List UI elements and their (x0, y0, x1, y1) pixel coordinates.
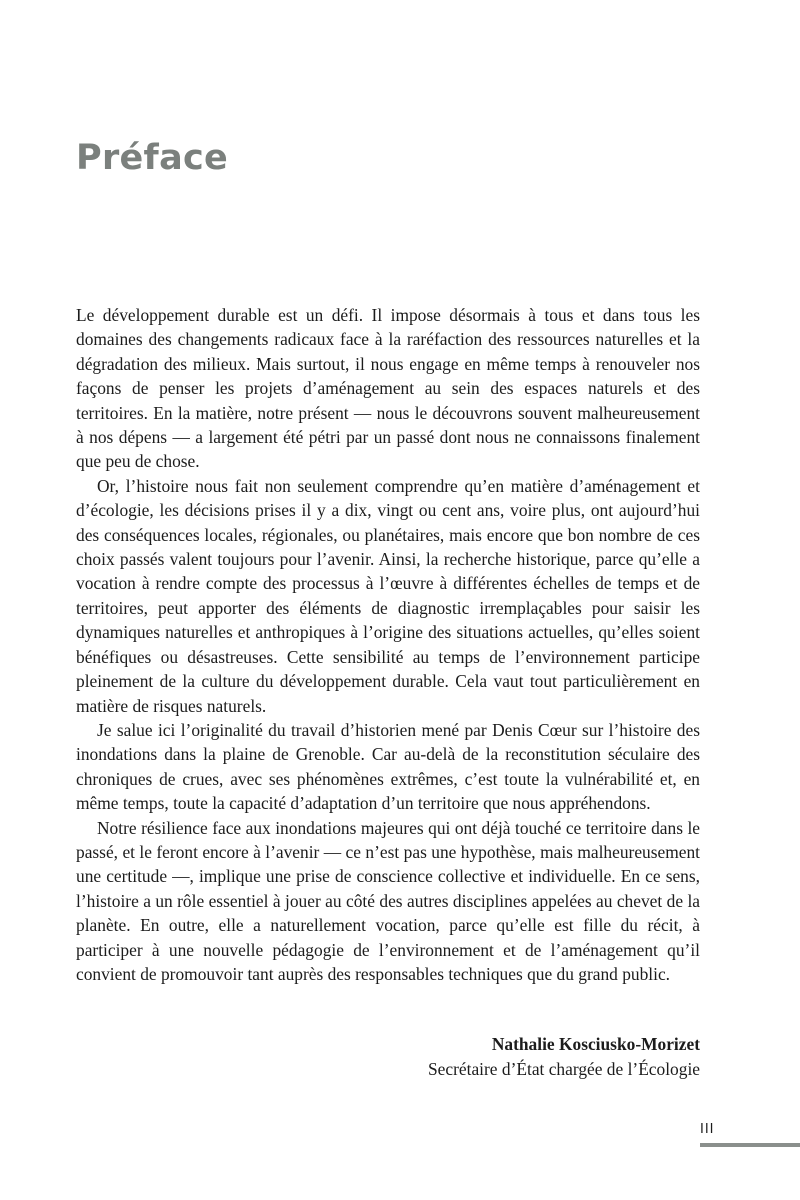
signature-block (428, 1032, 700, 1082)
paragraph: Je salue ici l’originalité du travail d’historien mené par Denis Cœur sur l’histoire des inondations dans la plaine de Grenoble. Car au-delà de la reconstitution séculaire des chroniques de crues, avec ses phénomènes extrêmes, c’est toute la vulnérabilité et, en même temps, toute la capacité d’adaptation d’un territoire que nous appréhendons. (76, 719, 700, 814)
paragraph: Notre résilience face aux inondations majeures qui ont déjà touché ce territoire dans le passé, et le feront encore à l’avenir — ce n’est pas une hypothèse, mais malheureusement une certitude —, implique une prise de conscience collective et individuelle. En ce sens, l’histoire a un rôle essentiel à jouer au côté des autres disciplines appelées au chevet de la planète. En outre, elle a naturellement vocation, parce qu’elle est fille du récit, à participer à une nouvelle pédagogie de l’environnement et de l’aménagement qu’il convient de promouvoir tant auprès des responsables techniques que du grand public. (76, 817, 700, 984)
page-number: III (700, 1122, 715, 1137)
page-title: Préface (76, 138, 229, 178)
preface-body (76, 303, 700, 986)
paragraph: Or, l’histoire nous fait non seulement comprendre qu’en matière d’aménagement et d’écologie, les décisions prises il y a dix, vingt ou cent ans, voire plus, ont aujourd’hui des conséquences locales, régionales, ou planétaires, mais encore que bon nombre de ces choix passés valent toujours pour l’avenir. Ainsi, la recherche historique, parce qu’elle a vocation à rendre compte des processus à l’œuvre à différentes échelles de temps et de territoires, peut apporter des éléments de diagnostic irremplaçables pour saisir les dynamiques naturelles et anthropiques à l’origine des situations actuelles, qu’elles soient bénéfiques ou désastreuses. Cette sensibilité au temps de l’environnement participe pleinement de la culture du développement durable. Cela vaut tout particulièrement en matière de risques naturels. (76, 475, 700, 716)
paragraph: Le développement durable est un défi. Il impose désormais à tous et dans tous les domaines des changements radicaux face à la raréfaction des ressources naturelles et la dégradation des milieux. Mais surtout, il nous engage en même temps à renouveler nos façons de penser les projets d’aménagement au sein des espaces naturels et des territoires. En la matière, notre présent — nous le découvrons souvent malheureusement à nos dépens — a largement été pétri par un passé dont nous ne connaissons finalement que peu de chose. (76, 305, 700, 472)
signature-role: Secrétaire d’État chargée de l’Écologie (428, 1059, 700, 1079)
page-footer-rule (700, 1143, 800, 1147)
signature-name: Nathalie Kosciusko-Morizet (491, 1034, 700, 1054)
